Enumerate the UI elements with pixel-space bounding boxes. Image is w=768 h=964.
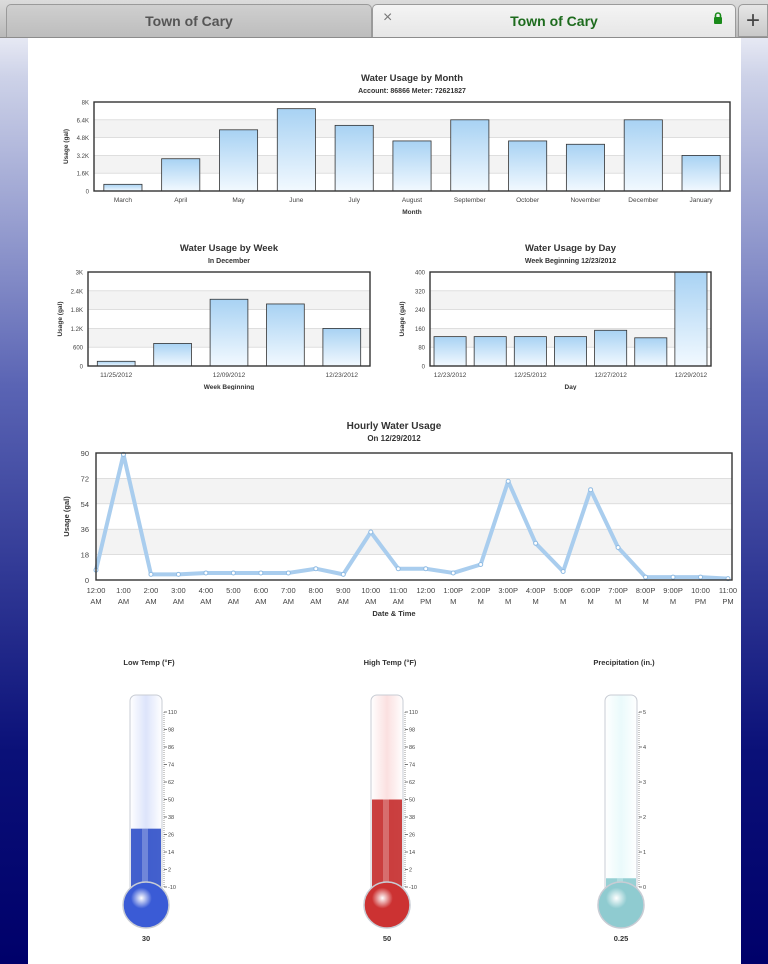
- y-tick-label: 0: [79, 364, 83, 371]
- bar: [267, 304, 305, 366]
- scale-tick-label: 110: [168, 710, 177, 716]
- hourly-usage-chart: [48, 418, 738, 623]
- x-tick-label: 3:00P: [498, 586, 518, 595]
- chart-subtitle: Week Beginning 12/23/2012: [524, 258, 617, 265]
- scale-tick-label: 38: [168, 815, 175, 821]
- y-tick-label: 36: [80, 525, 89, 535]
- gauge-low-temp: [123, 658, 177, 943]
- y-axis-label: Usage (gal): [63, 128, 70, 165]
- x-tick-label: 9:00: [335, 586, 351, 595]
- x-tick-label: AM: [200, 597, 212, 606]
- x-tick-label: M: [669, 597, 677, 606]
- bar: [509, 141, 547, 191]
- x-tick-label: 2:00: [143, 586, 159, 595]
- scale-tick-label: 38: [409, 815, 416, 821]
- data-point: [204, 571, 208, 575]
- y-tick-label: 240: [414, 308, 425, 315]
- y-tick-label: 18: [80, 550, 89, 560]
- scale-tick-label: -10: [409, 885, 417, 891]
- data-point: [561, 570, 565, 574]
- plus-icon: +: [745, 6, 760, 34]
- x-tick-label: M: [642, 597, 649, 606]
- grid-band: [96, 478, 732, 503]
- x-tick-label: 4:00P: [525, 586, 546, 595]
- tab-town-of-cary-2[interactable]: [372, 4, 736, 37]
- bar: [566, 144, 604, 191]
- x-tick-label: M: [477, 597, 484, 606]
- x-tick-label: AM: [145, 597, 157, 606]
- data-point: [286, 571, 290, 575]
- x-axis-label: Date & Time: [372, 609, 416, 618]
- y-tick-label: 600: [72, 345, 83, 352]
- scale-tick-label: 98: [409, 727, 416, 734]
- weekly-usage-chart: [48, 240, 393, 390]
- y-tick-label: 8K: [81, 100, 89, 107]
- scale-tick-label: 86: [168, 745, 175, 751]
- data-point: [451, 571, 455, 575]
- y-tick-label: 0: [84, 576, 89, 585]
- data-point: [506, 479, 510, 483]
- gauge-title: Low Temp (°F): [123, 658, 175, 667]
- y-tick-label: 1.8K: [70, 308, 83, 315]
- y-tick-label: 1.6K: [76, 171, 89, 178]
- x-tick-label: AM: [117, 597, 130, 606]
- scale-tick-label: 2: [409, 867, 413, 874]
- x-tick-label: 12/23/2012: [325, 372, 359, 379]
- x-tick-label: 9:00P: [663, 586, 683, 595]
- x-tick-label: AM: [310, 597, 322, 606]
- x-tick-label: March: [113, 197, 132, 204]
- y-tick-label: 3.2K: [76, 153, 89, 160]
- usage-line: [96, 454, 728, 578]
- y-tick-label: 1.2K: [70, 326, 83, 333]
- x-tick-label: 12/27/2012: [594, 372, 627, 379]
- x-tick-label: AM: [282, 597, 294, 606]
- scale-tick-label: 5: [643, 710, 647, 716]
- x-tick-label: 12:00: [86, 586, 106, 595]
- gauge-title: Precipitation (in.): [593, 658, 655, 667]
- data-point: [396, 567, 400, 571]
- plot-frame: [96, 453, 732, 580]
- gauge-title: High Temp (°F): [363, 658, 417, 667]
- tab-label: Town of Cary: [510, 13, 598, 29]
- data-point: [176, 572, 180, 576]
- thermometer-bulb: [123, 882, 169, 928]
- grid-band: [96, 529, 732, 554]
- thermometer-tube: [605, 695, 637, 905]
- grid-band: [430, 291, 711, 310]
- bar: [675, 272, 707, 366]
- scale-tick-label: 110: [409, 710, 418, 716]
- x-tick-label: M: [560, 597, 567, 606]
- scale-tick-label: 50: [168, 797, 175, 804]
- bar: [335, 125, 373, 191]
- x-tick-label: M: [587, 597, 594, 606]
- x-tick-label: May: [232, 197, 245, 204]
- x-tick-label: 12:00: [416, 586, 436, 595]
- x-tick-label: 5:00: [226, 586, 241, 595]
- x-tick-label: 1:00P: [443, 586, 464, 595]
- daily-usage-chart: [390, 240, 740, 390]
- data-point: [699, 575, 703, 579]
- scale-tick-label: 74: [168, 762, 175, 769]
- x-tick-label: 11/25/2012: [100, 372, 133, 379]
- data-point: [589, 488, 593, 492]
- y-tick-label: 160: [414, 326, 425, 333]
- y-tick-label: 80: [418, 345, 425, 352]
- scale-tick-label: 3: [643, 780, 647, 786]
- report-page: [28, 38, 741, 964]
- bar: [323, 328, 361, 366]
- data-point: [341, 572, 345, 576]
- y-tick-label: 0: [85, 189, 89, 196]
- bar: [97, 361, 135, 366]
- x-tick-label: M: [505, 597, 512, 606]
- y-tick-label: 3K: [75, 270, 83, 277]
- x-axis-label: Month: [402, 209, 422, 216]
- data-point: [644, 575, 648, 579]
- data-point: [231, 571, 235, 575]
- bar: [451, 120, 489, 191]
- y-tick-label: 72: [80, 474, 89, 484]
- x-tick-label: 12/23/2012: [433, 372, 467, 379]
- x-tick-label: AM: [227, 597, 240, 606]
- scale-tick-label: 14: [168, 850, 175, 856]
- data-point: [479, 562, 483, 566]
- thermometer-bulb: [598, 882, 647, 928]
- data-point: [369, 530, 373, 534]
- scale-tick-label: 26: [168, 832, 175, 839]
- y-axis-label: Usage (gal): [399, 301, 406, 337]
- chart-subtitle: Account: 86866 Meter: 72621827: [358, 88, 466, 95]
- x-tick-label: 12/09/2012: [212, 372, 246, 379]
- gauge-precip: [593, 658, 655, 943]
- bar: [162, 159, 200, 191]
- x-tick-label: PM: [694, 597, 707, 606]
- weather-gauges: [28, 650, 741, 950]
- scale-tick-label: 26: [409, 832, 416, 839]
- data-point: [671, 575, 675, 579]
- y-tick-label: 0: [421, 364, 425, 371]
- x-tick-label: 11:00: [718, 586, 738, 595]
- x-tick-label: April: [174, 197, 188, 204]
- x-tick-label: September: [453, 197, 486, 204]
- x-tick-label: 12/29/2012: [674, 372, 708, 379]
- x-tick-label: October: [516, 197, 540, 204]
- x-tick-label: 10:00: [691, 586, 710, 595]
- chart-title: Hourly Water Usage: [346, 421, 442, 432]
- gauge-value: 50: [382, 934, 392, 943]
- x-tick-label: PM: [420, 597, 432, 606]
- x-tick-label: 7:00: [281, 586, 296, 595]
- scale-tick-label: 2: [168, 867, 172, 874]
- x-tick-label: AM: [172, 597, 185, 606]
- chart-title: Water Usage by Day: [525, 243, 616, 254]
- x-tick-label: June: [289, 197, 304, 204]
- bar: [434, 337, 466, 366]
- chart-title: Water Usage by Month: [360, 73, 464, 84]
- x-tick-label: 6:00P: [580, 586, 601, 595]
- x-tick-label: August: [401, 197, 423, 204]
- x-axis-label: Day: [564, 384, 577, 390]
- x-tick-label: January: [689, 197, 713, 204]
- data-point: [314, 567, 318, 571]
- x-tick-label: AM: [392, 597, 404, 606]
- scale-tick-label: 62: [409, 780, 416, 786]
- x-tick-label: M: [614, 597, 622, 606]
- thermometer-bulb: [364, 882, 410, 928]
- x-tick-label: 4:00: [198, 586, 214, 595]
- bar: [154, 343, 192, 366]
- data-point: [616, 546, 620, 550]
- bar: [624, 120, 662, 191]
- x-tick-label: November: [570, 197, 601, 204]
- data-point: [424, 567, 428, 571]
- data-point: [149, 572, 153, 576]
- bar: [104, 184, 142, 191]
- bar: [277, 109, 315, 191]
- y-tick-label: 2.4K: [70, 289, 83, 296]
- scale-tick-label: 50: [409, 797, 416, 804]
- chart-title: Water Usage by Week: [179, 243, 279, 254]
- chart-subtitle: On 12/29/2012: [367, 434, 421, 443]
- gauge-value: 0.25: [613, 934, 629, 943]
- x-tick-label: July: [348, 197, 360, 204]
- y-axis-label: Usage (gal): [62, 496, 71, 537]
- scale-tick-label: 0: [643, 885, 647, 891]
- x-tick-label: M: [450, 597, 457, 606]
- monthly-usage-chart: [48, 68, 738, 220]
- scale-tick-label: 98: [168, 727, 175, 734]
- bar: [393, 141, 431, 191]
- scale-tick-label: -10: [168, 885, 176, 891]
- x-tick-label: 3:00: [171, 586, 186, 595]
- x-axis-label: Week Beginning: [203, 384, 255, 390]
- data-point: [534, 541, 538, 545]
- tab-label: Town of Cary: [145, 13, 233, 29]
- x-tick-label: PM: [722, 597, 734, 606]
- bar: [554, 337, 586, 366]
- new-tab-button[interactable]: [738, 4, 768, 37]
- bar: [635, 338, 667, 366]
- scale-tick-label: 86: [409, 745, 416, 751]
- x-tick-label: 11:00: [389, 586, 408, 595]
- x-tick-label: 8:00: [308, 586, 324, 595]
- tab-bar: [0, 0, 768, 38]
- bar: [210, 299, 248, 366]
- scale-tick-label: 14: [409, 850, 416, 856]
- x-tick-label: 8:00P: [635, 586, 656, 595]
- lock-icon: [713, 12, 723, 24]
- chart-subtitle: In December: [207, 258, 251, 265]
- x-tick-label: M: [532, 597, 539, 606]
- y-tick-label: 6.4K: [76, 118, 89, 125]
- x-tick-label: 7:00P: [608, 586, 628, 595]
- scale-tick-label: 4: [643, 745, 647, 751]
- y-tick-label: 320: [414, 289, 425, 296]
- y-tick-label: 54: [80, 499, 89, 509]
- x-tick-label: 10:00: [361, 586, 381, 595]
- x-tick-label: 2:00P: [470, 586, 491, 595]
- bar: [682, 155, 720, 191]
- x-tick-label: 5:00P: [553, 586, 573, 595]
- x-tick-label: December: [628, 197, 659, 204]
- tab-town-of-cary-1[interactable]: [6, 4, 372, 37]
- gauge-value: 30: [141, 934, 151, 943]
- scale-tick-label: 1: [643, 850, 647, 856]
- x-tick-label: 1:00: [116, 586, 131, 595]
- gauge-high-temp: [364, 658, 418, 943]
- y-axis-label: Usage (gal): [57, 301, 64, 337]
- close-tab-icon[interactable]: ×: [383, 9, 393, 26]
- x-tick-label: AM: [365, 597, 377, 606]
- x-tick-label: AM: [90, 597, 102, 606]
- y-tick-label: 90: [80, 449, 89, 458]
- bar: [595, 330, 627, 366]
- data-point: [259, 571, 263, 575]
- bar: [514, 337, 546, 366]
- bar: [219, 130, 257, 191]
- bar: [474, 337, 506, 366]
- y-tick-label: 400: [414, 270, 425, 277]
- x-tick-label: AM: [337, 597, 349, 606]
- y-tick-label: 4.8K: [76, 136, 89, 143]
- x-tick-label: 12/25/2012: [514, 372, 547, 379]
- x-tick-label: AM: [255, 597, 267, 606]
- scale-tick-label: 2: [643, 815, 647, 821]
- scale-tick-label: 74: [409, 762, 416, 769]
- scale-tick-label: 62: [168, 780, 175, 786]
- x-tick-label: 6:00: [253, 586, 269, 595]
